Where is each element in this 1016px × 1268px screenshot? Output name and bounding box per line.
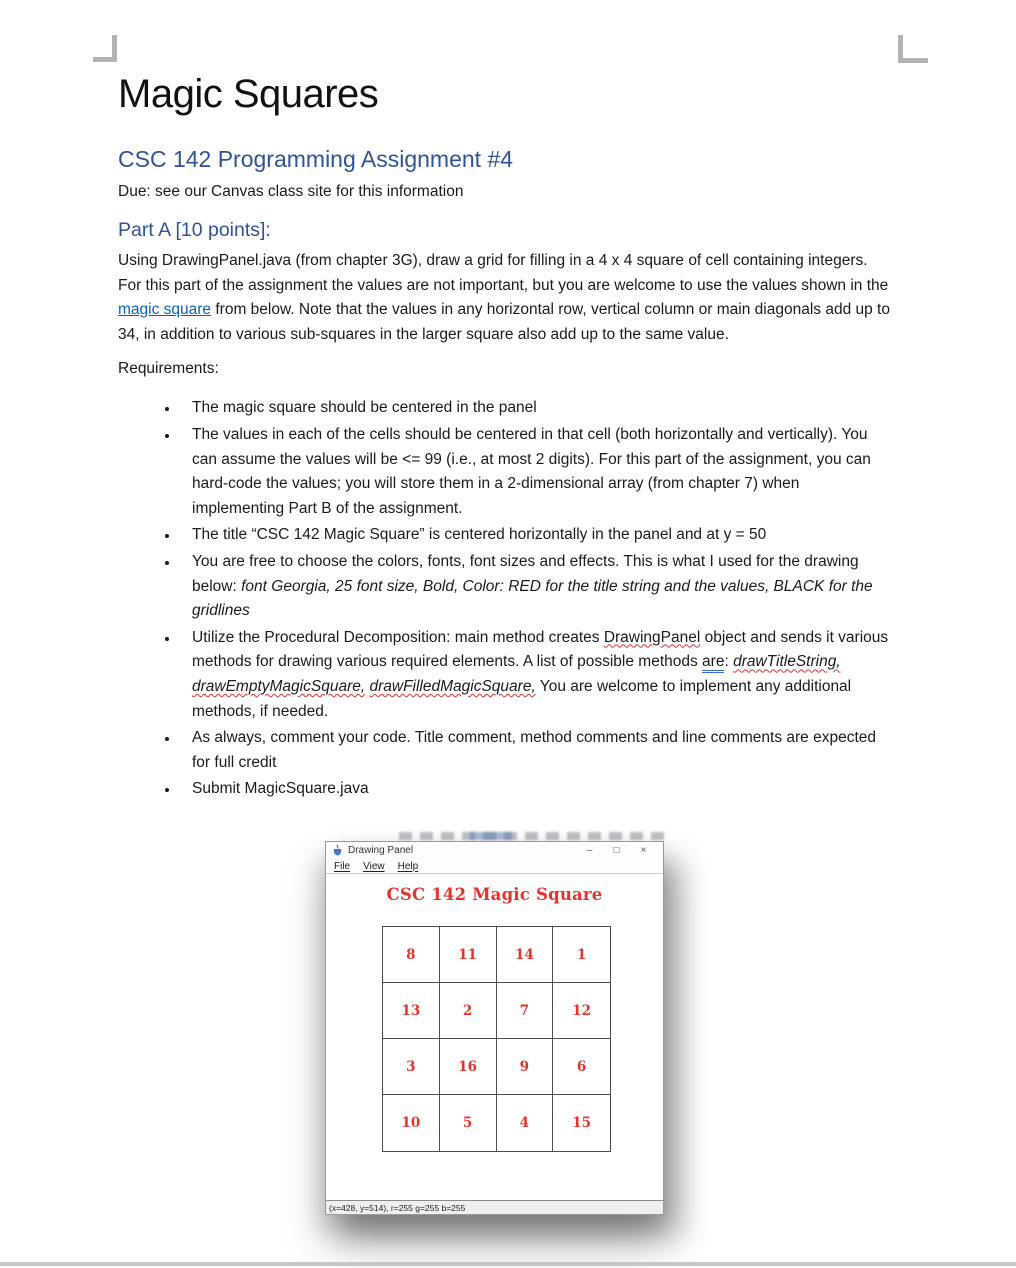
grid-cell: 6: [553, 1039, 610, 1095]
list-item: • Submit MagicSquare.java: [179, 777, 890, 802]
method-name: drawFilledMagicSquare,: [369, 677, 536, 695]
method-name: drawEmptyMagicSquare,: [192, 677, 366, 695]
bullet-text: You are free to choose the colors, fonts, font sizes and effects. This is what I used for the drawing below:: [192, 552, 859, 595]
bullet-text: object and sends it various methods for drawing various required elements. A list of possible methods: [192, 628, 889, 671]
requirements-list: [118, 396, 890, 802]
grid-cell: 12: [553, 983, 610, 1039]
grid-cell: 5: [440, 1095, 497, 1151]
assignment-subtitle: CSC 142 Programming Assignment #4: [118, 146, 514, 172]
list-item: • The title “CSC 142 Magic Square” is centered horizontally in the panel and at y = 50: [179, 523, 890, 548]
menu-help[interactable]: Help: [397, 860, 419, 872]
bullet-text: :: [724, 653, 734, 671]
bullet-text: Utilize the Procedural Decomposition: main method creates: [192, 628, 604, 646]
blurred-text-artifact: [399, 832, 665, 840]
drawing-panel-window: [325, 841, 664, 1215]
maximize-button[interactable]: □: [613, 845, 620, 856]
page-bottom-edge: [0, 1262, 1016, 1266]
close-button[interactable]: ×: [640, 845, 647, 856]
crop-mark-top-left: [93, 35, 117, 62]
bullet-italic-text: font Georgia, 25 font size, Bold, Color: RED for the title string and the values, BLACK for the gridlines: [192, 577, 873, 620]
grid-cell: 11: [440, 927, 497, 983]
grid-cell: 14: [497, 927, 554, 983]
due-line: Due: see our Canvas class site for this information: [118, 183, 464, 200]
canvas-title: CSC 142 Magic Square: [386, 885, 603, 904]
magic-square-link[interactable]: magic square: [118, 301, 212, 319]
grid-cell: 1: [553, 927, 610, 983]
document-title: Magic Squares: [118, 72, 379, 116]
menu-file[interactable]: File: [334, 860, 351, 872]
window-menubar: [326, 859, 663, 874]
coordinate-status-text: (x=428, y=514), r=255 g=255 b=255: [329, 1202, 466, 1213]
java-coffee-cup-icon: [332, 844, 343, 857]
spellcheck-word: DrawingPanel: [603, 628, 701, 646]
method-name: drawTitleString,: [733, 653, 841, 671]
grid-cell: 9: [497, 1039, 554, 1095]
grid-cell: 2: [440, 983, 497, 1039]
intro-paragraph: [118, 249, 890, 347]
blurred-text-artifact: [470, 832, 512, 840]
grammar-check-word: are: [702, 653, 724, 673]
grid-cell: 16: [440, 1039, 497, 1095]
grid-cell: 10: [383, 1095, 440, 1151]
grid-cell: 13: [383, 983, 440, 1039]
minimize-button[interactable]: –: [586, 845, 593, 856]
magic-square-grid: [382, 926, 611, 1152]
window-titlebar[interactable]: [326, 842, 663, 859]
window-title: Drawing Panel: [348, 845, 414, 856]
intro-text-after: from below. Note that the values in any horizontal row, vertical column or main diagonals add up to 34, in addition to various sub-squares in the larger square also add up to the same value.: [118, 301, 890, 343]
document-body: [118, 70, 890, 804]
grid-cell: 15: [572, 1115, 592, 1131]
grid-cell: 7: [497, 983, 554, 1039]
list-item: • The values in each of the cells should be centered in that cell (both horizontally and vertically). You can assume the values will be <= 99 (i.e., at most 2 digits). For this part of the assignment, you can hard-code the values; you will store them in a 2-dimensional array (from chapter 7) when implementing Part B of the assignment.: [179, 423, 890, 521]
bullet-text: You are welcome to implement any additional methods, if needed.: [192, 677, 852, 720]
requirements-label: Requirements:: [118, 360, 219, 378]
list-item: • As always, comment your code. Title comment, method comments and line comments are expected for full credit: [179, 726, 890, 775]
grid-cell: 8: [383, 927, 440, 983]
drawing-canvas: [326, 874, 663, 1200]
part-a-heading: Part A [10 points]:: [118, 219, 271, 241]
window-statusbar: [326, 1200, 663, 1214]
intro-text-before: Using DrawingPanel.java (from chapter 3G), draw a grid for filling in a 4 x 4 square of cell containing integers. For this part of the assignment the values are not important, but you are welcome to use the values shown in the: [118, 252, 889, 294]
crop-mark-top-right: [898, 35, 928, 63]
list-item: [179, 626, 890, 724]
grid-cell: 3: [383, 1039, 440, 1095]
grid-cell: 4: [497, 1095, 554, 1151]
window-controls: [576, 842, 657, 859]
menu-view[interactable]: View: [363, 860, 385, 872]
list-item: [179, 550, 890, 624]
list-item: • The magic square should be centered in the panel: [179, 396, 890, 421]
